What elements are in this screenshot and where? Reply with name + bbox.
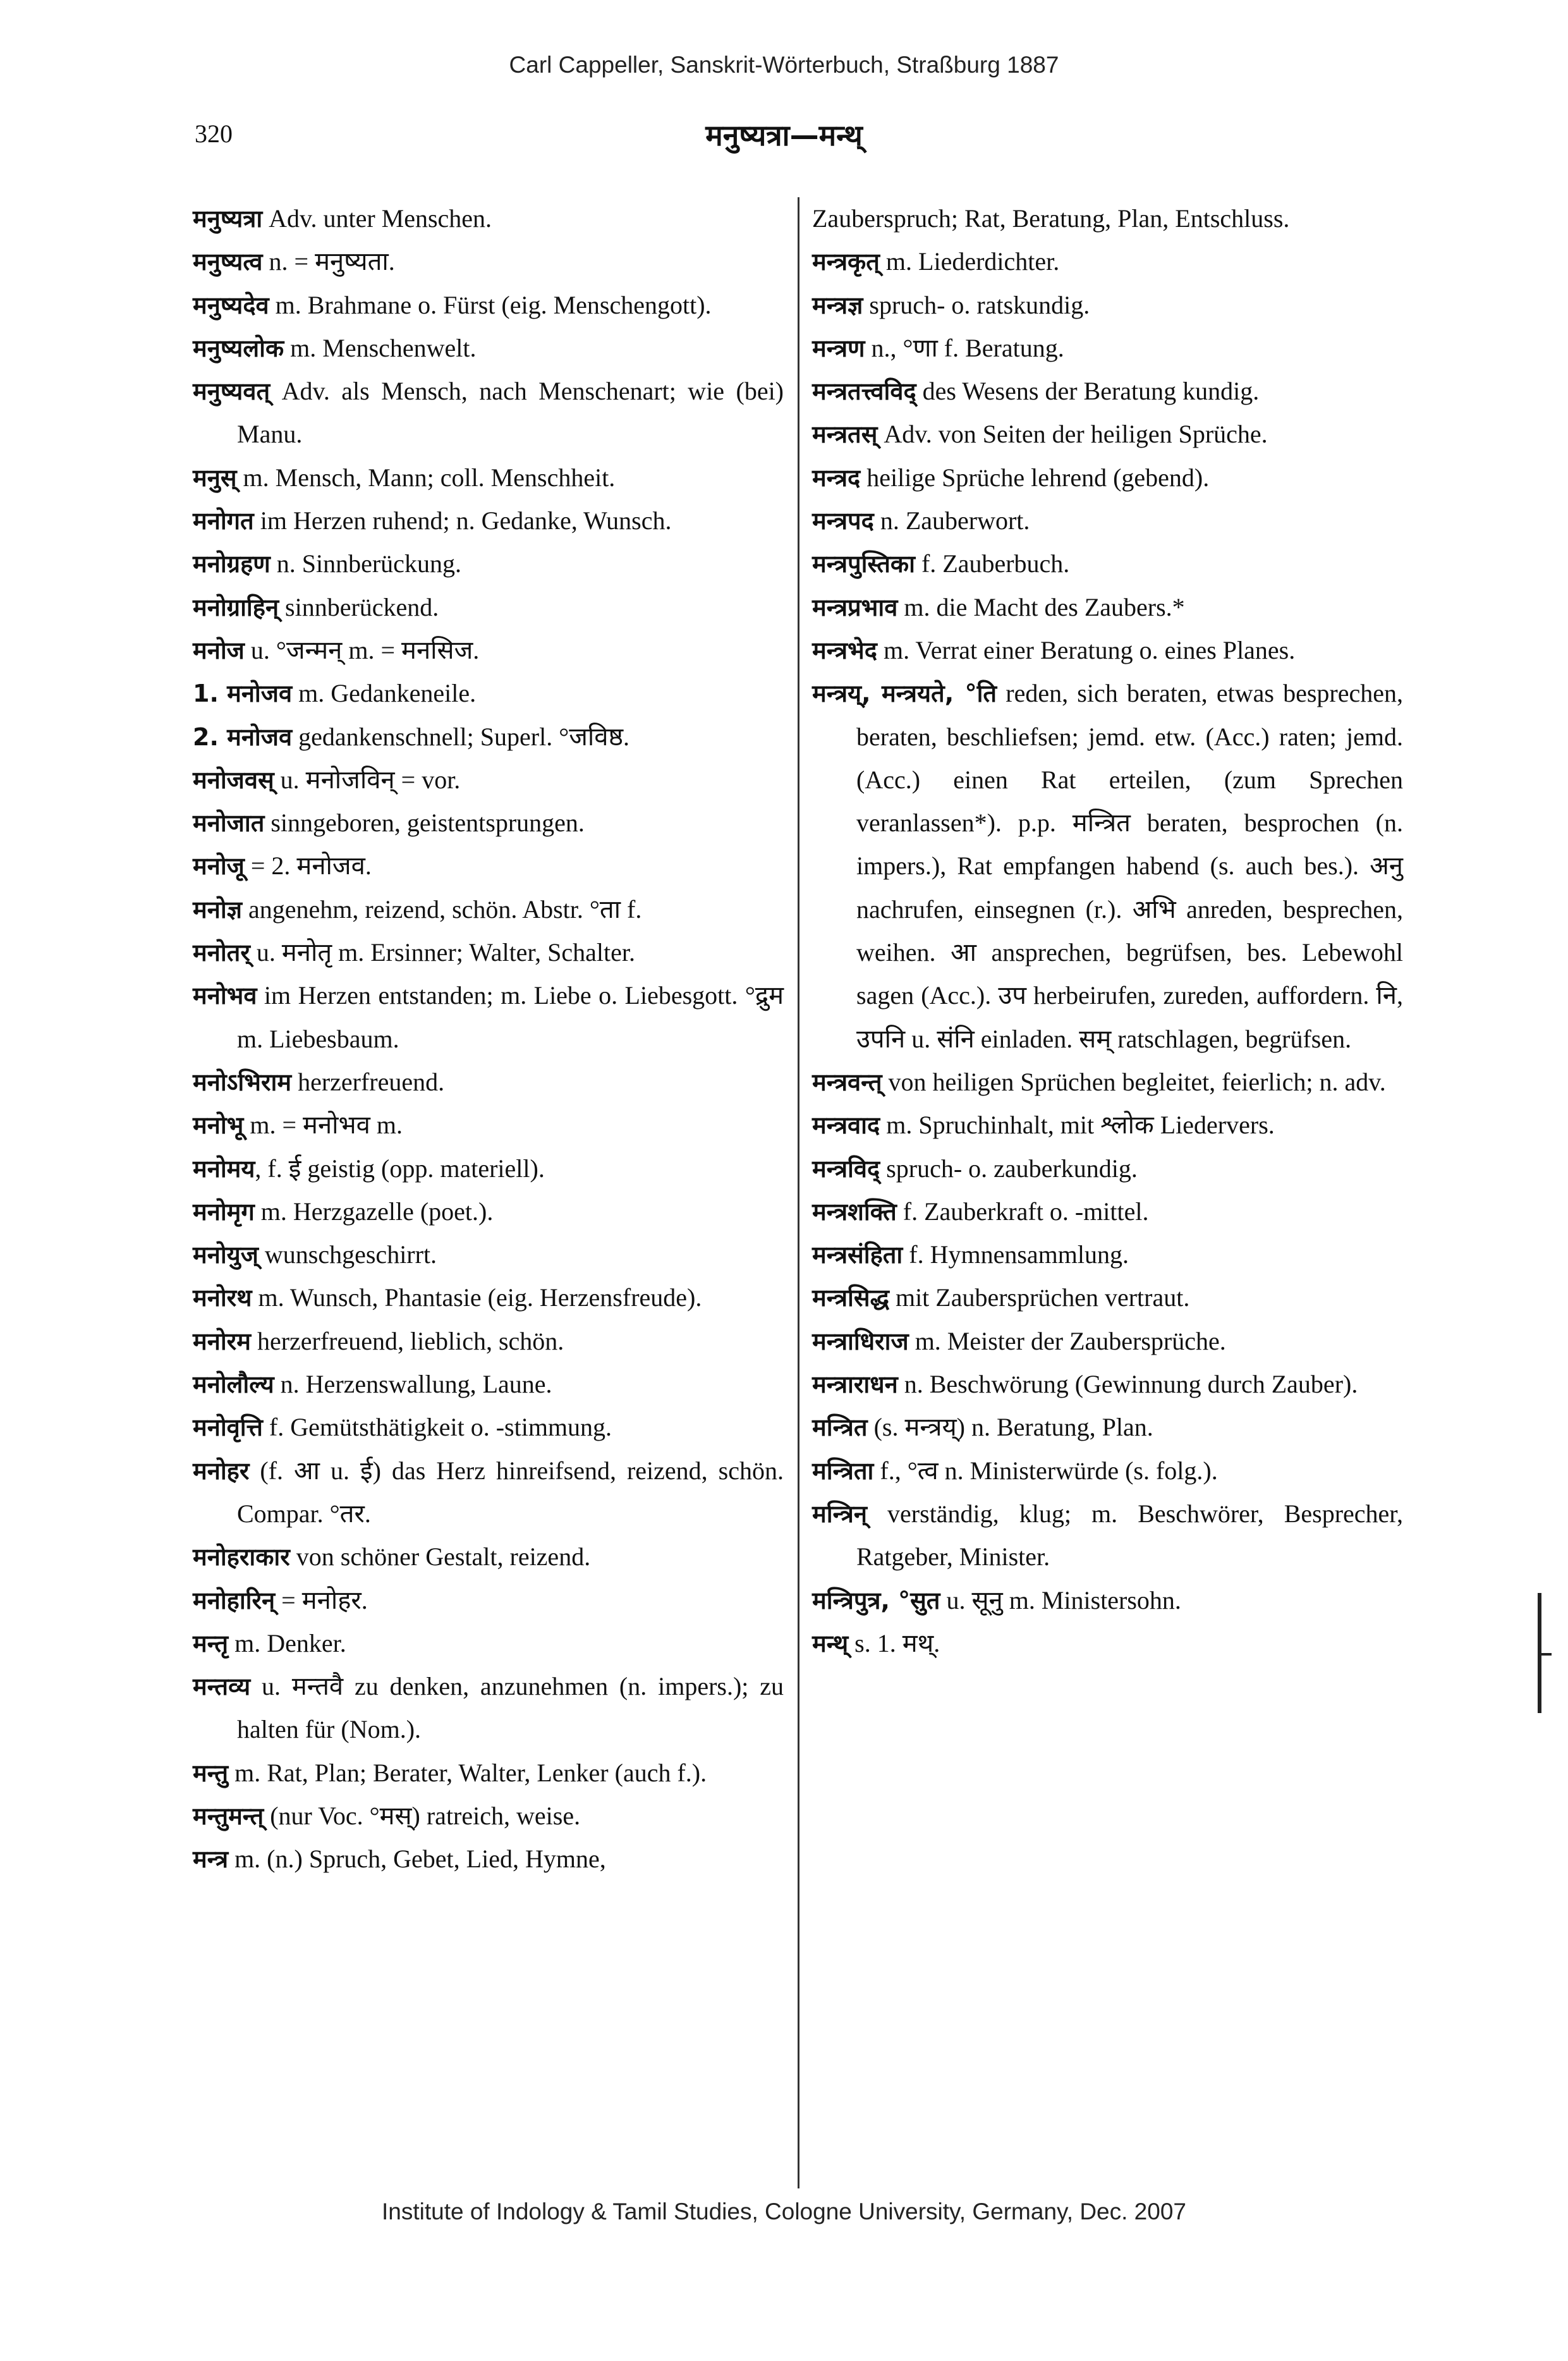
dictionary-entry bbox=[193, 672, 784, 715]
entry-headword: मनोरथ bbox=[193, 1284, 252, 1312]
entry-definition: f. Hymnensammlung. bbox=[903, 1240, 1129, 1269]
entry-headword: मनुष्यवत् bbox=[193, 377, 270, 406]
entry-headword: मनोवृत्ति bbox=[193, 1413, 263, 1442]
entry-headword: मन्त्रय्, मन्त्रयते, °ति bbox=[812, 680, 997, 708]
entry-definition: im Herzen entstanden; m. Liebe o. Liebesgott. °द्रुम m. Liebesbaum. bbox=[237, 981, 784, 1053]
dictionary-entry bbox=[812, 1363, 1403, 1406]
entry-definition: m. Liederdichter. bbox=[879, 247, 1060, 276]
entry-headword: मन्त्रशक्ति bbox=[812, 1197, 897, 1226]
dictionary-entry bbox=[193, 1795, 784, 1838]
entry-definition: m. Rat, Plan; Berater, Walter, Lenker (auch f.). bbox=[228, 1758, 707, 1787]
entry-headword: मनोमय bbox=[193, 1154, 255, 1183]
entry-definition: im Herzen ruhend; n. Gedanke, Wunsch. bbox=[253, 506, 672, 535]
dictionary-entry bbox=[812, 1622, 1403, 1665]
entry-headword: मनोगत bbox=[193, 507, 254, 535]
dictionary-entry bbox=[193, 629, 784, 672]
entry-headword: मन्तव्य bbox=[193, 1673, 251, 1701]
entry-definition: m. Mensch, Mann; coll. Menschheit. bbox=[236, 463, 616, 492]
entry-definition: (s. मन्त्रय्) n. Beratung, Plan. bbox=[867, 1413, 1153, 1442]
dictionary-entry bbox=[193, 1579, 784, 1622]
entry-definition: f., °त्व n. Ministerwürde (s. folg.). bbox=[873, 1456, 1218, 1485]
entry-headword: मनुष्यत्रा bbox=[193, 205, 263, 233]
entry-definition: u. सूनु m. Ministersohn. bbox=[940, 1585, 1181, 1614]
entry-definition: m. Gedankeneile. bbox=[292, 679, 477, 708]
left-column bbox=[193, 197, 784, 1881]
dictionary-entry bbox=[193, 1233, 784, 1276]
dictionary-entry bbox=[193, 1406, 784, 1449]
entry-headword: मनुस् bbox=[193, 463, 237, 492]
entry-headword: मन्त्रतत्त्वविद् bbox=[812, 377, 916, 406]
entry-headword: 2. मनोजव bbox=[193, 723, 293, 751]
entry-headword: मनोलौल्य bbox=[193, 1370, 274, 1399]
entry-definition: m. Spruchinhalt, mit श्लोक Liedervers. bbox=[880, 1111, 1275, 1140]
dictionary-entry bbox=[193, 845, 784, 888]
entry-definition: von schöner Gestalt, reizend. bbox=[289, 1542, 591, 1571]
dictionary-entry bbox=[193, 759, 784, 802]
entry-headword: मन्त्रपद bbox=[812, 507, 874, 535]
dictionary-entry bbox=[812, 370, 1403, 413]
right-column bbox=[812, 197, 1403, 1665]
entry-headword: मन्त्र bbox=[193, 1845, 229, 1874]
entry-definition: f. Zauberbuch. bbox=[915, 549, 1070, 578]
entry-headword: मन्थ् bbox=[812, 1629, 849, 1657]
entry-definition: u. °जन्मन् m. = मनसिज. bbox=[244, 635, 480, 664]
source-citation: Carl Cappeller, Sanskrit-Wörterbuch, Straßburg 1887 bbox=[509, 52, 1059, 78]
entry-headword: मन्त्रवाद bbox=[812, 1111, 880, 1140]
dictionary-entry bbox=[812, 1233, 1403, 1276]
dictionary-entry bbox=[193, 1320, 784, 1363]
entry-definition: angenehm, reizend, schön. Abstr. °ता f. bbox=[242, 894, 642, 924]
entry-definition: s. 1. मथ्. bbox=[848, 1628, 940, 1657]
dictionary-entry bbox=[193, 1363, 784, 1406]
dictionary-entry bbox=[812, 1492, 1403, 1579]
entry-definition: (f. आ u. ई) das Herz hinreifsend, reizend, schön. Compar. °तर. bbox=[237, 1456, 784, 1528]
entry-definition: = 2. मनोजव. bbox=[244, 851, 372, 881]
dictionary-entry bbox=[812, 499, 1403, 542]
dictionary-entry bbox=[193, 240, 784, 283]
entry-definition: sinnberückend. bbox=[279, 592, 439, 621]
entry-definition: n. = मनुष्यता. bbox=[262, 247, 395, 276]
entry-headword: मनोयुज् bbox=[193, 1241, 258, 1269]
entry-definition: Adv. unter Menschen. bbox=[262, 204, 492, 233]
dictionary-entry bbox=[812, 327, 1403, 370]
dictionary-entry bbox=[812, 1061, 1403, 1104]
entry-headword: मनोऽभिराम bbox=[193, 1068, 292, 1096]
entry-definition: wunschgeschirrt. bbox=[258, 1240, 437, 1269]
dictionary-entry bbox=[812, 197, 1403, 240]
dictionary-entry bbox=[812, 1276, 1403, 1319]
dictionary-entry bbox=[193, 802, 784, 845]
entry-headword: मनोमृग bbox=[193, 1197, 255, 1226]
entry-definition: n. Herzenswallung, Laune. bbox=[274, 1370, 552, 1399]
entry-headword: मनोग्राहिन् bbox=[193, 593, 279, 621]
entry-definition: spruch- o. ratskundig. bbox=[863, 290, 1090, 319]
dictionary-entry bbox=[193, 1276, 784, 1319]
column-divider bbox=[798, 197, 799, 2188]
entry-definition: , f. ई geistig (opp. materiell). bbox=[255, 1154, 545, 1183]
dictionary-entry bbox=[193, 1147, 784, 1190]
entry-headword: मन्त्राराधन bbox=[812, 1370, 898, 1399]
entry-headword: मन्त्राधिराज bbox=[812, 1327, 909, 1355]
entry-headword: मन्त्रित bbox=[812, 1413, 868, 1442]
entry-definition: m. die Macht des Zaubers.* bbox=[897, 592, 1185, 621]
dictionary-entry bbox=[193, 1449, 784, 1536]
entry-definition: spruch- o. zauberkundig. bbox=[880, 1154, 1138, 1183]
dictionary-entry bbox=[193, 1104, 784, 1147]
entry-definition: m. Brahmane o. Fürst (eig. Menschengott). bbox=[269, 290, 712, 319]
dictionary-entry bbox=[812, 240, 1403, 283]
entry-headword: मन्त्रिन् bbox=[812, 1499, 867, 1528]
dictionary-entry bbox=[812, 542, 1403, 585]
dictionary-entry bbox=[193, 197, 784, 240]
entry-headword: मनुष्यलोक bbox=[193, 334, 284, 362]
entry-definition: m. Meister der Zaubersprüche. bbox=[908, 1326, 1226, 1355]
entry-definition: m. Menschenwelt. bbox=[284, 333, 477, 362]
entry-headword: मनोजवस् bbox=[193, 766, 274, 794]
dictionary-entry bbox=[812, 1147, 1403, 1190]
dictionary-entry bbox=[193, 974, 784, 1061]
entry-definition: mit Zaubersprüchen vertraut. bbox=[889, 1283, 1190, 1312]
entry-headword: मनुष्यत्व bbox=[193, 248, 263, 276]
dictionary-entry bbox=[812, 1406, 1403, 1449]
entry-definition: Zauberspruch; Rat, Beratung, Plan, Entschluss. bbox=[812, 204, 1290, 233]
entry-definition: m. Wunsch, Phantasie (eig. Herzensfreude). bbox=[252, 1283, 702, 1312]
dictionary-entry bbox=[812, 629, 1403, 672]
dictionary-entry bbox=[193, 586, 784, 629]
dictionary-entry bbox=[193, 542, 784, 585]
entry-headword: मनोहर bbox=[193, 1456, 250, 1485]
entry-definition: Adv. von Seiten der heiligen Sprüche. bbox=[877, 420, 1268, 449]
entry-headword: मन्त्रप्रभाव bbox=[812, 593, 898, 621]
entry-definition: m. Herzgazelle (poet.). bbox=[254, 1197, 494, 1226]
entry-definition: m. Verrat einer Beratung o. eines Planes. bbox=[877, 635, 1296, 664]
entry-headword: मन्त्रभेद bbox=[812, 636, 877, 664]
dictionary-entry bbox=[193, 1061, 784, 1104]
dictionary-entry bbox=[812, 1579, 1403, 1622]
entry-definition: herzerfreuend, lieblich, schön. bbox=[250, 1326, 564, 1355]
entry-definition: gedankenschnell; Superl. °जविष्ठ. bbox=[292, 722, 630, 751]
entry-definition: sinngeboren, geistentsprungen. bbox=[264, 808, 585, 838]
entry-headword: मनोहराकार bbox=[193, 1543, 290, 1571]
dictionary-entry bbox=[193, 327, 784, 370]
entry-headword: मनोजू bbox=[193, 852, 245, 881]
entry-headword: मन्तृ bbox=[193, 1629, 229, 1657]
entry-definition: Adv. als Mensch, nach Menschenart; wie (bei) Manu. bbox=[237, 377, 784, 449]
entry-headword: मनोभव bbox=[193, 982, 257, 1010]
entry-headword: मनोज्ञ bbox=[193, 895, 243, 924]
entry-definition: u. मनोजविन् = vor. bbox=[274, 765, 461, 794]
entry-definition: n., °णा f. Beratung. bbox=[865, 333, 1064, 362]
page-number: 320 bbox=[195, 119, 233, 148]
dictionary-entry bbox=[193, 284, 784, 327]
dictionary-entry bbox=[812, 1320, 1403, 1363]
dictionary-entry bbox=[812, 456, 1403, 499]
dictionary-entry bbox=[812, 413, 1403, 456]
entry-headword: मन्तुमन्त् bbox=[193, 1802, 264, 1830]
entry-definition: herzerfreuend. bbox=[291, 1067, 445, 1096]
dictionary-entry bbox=[812, 1449, 1403, 1492]
footer-credit: Institute of Indology & Tamil Studies, Cologne University, Germany, Dec. 2007 bbox=[381, 2199, 1186, 2224]
entry-headword: मन्त्रद bbox=[812, 463, 861, 492]
entry-headword: मनोतर् bbox=[193, 939, 250, 967]
entry-headword: मनोहारिन् bbox=[193, 1586, 276, 1614]
entry-definition: n. Zauberwort. bbox=[873, 506, 1030, 535]
dictionary-entry bbox=[193, 1752, 784, 1795]
dictionary-entry bbox=[193, 370, 784, 456]
entry-headword: मन्त्रिपुत्र, °सुत bbox=[812, 1586, 940, 1614]
entry-definition: n. Beschwörung (Gewinnung durch Zauber). bbox=[897, 1370, 1358, 1399]
entry-definition: f. Gemütsthätigkeit o. -stimmung. bbox=[262, 1413, 612, 1442]
dictionary-entry bbox=[193, 1665, 784, 1752]
running-head: मनुष्यत्रा—मन्थ् bbox=[705, 118, 863, 152]
dictionary-entry bbox=[193, 456, 784, 499]
dictionary-entry bbox=[193, 931, 784, 974]
entry-definition: f. Zauberkraft o. -mittel. bbox=[896, 1197, 1149, 1226]
dictionary-entry bbox=[193, 1838, 784, 1881]
dictionary-entry bbox=[812, 1104, 1403, 1147]
entry-headword: मनोजात bbox=[193, 809, 265, 838]
entry-definition: u. मन्तवै zu denken, anzunehmen (n. impers.); zu halten für (Nom.). bbox=[237, 1672, 784, 1744]
entry-headword: मन्त्रण bbox=[812, 334, 865, 362]
dictionary-entry bbox=[812, 672, 1403, 1061]
entry-headword: मन्त्रिता bbox=[812, 1456, 874, 1485]
dictionary-entry bbox=[812, 586, 1403, 629]
entry-headword: मन्त्रज्ञ bbox=[812, 291, 863, 319]
margin-mark bbox=[1538, 1653, 1552, 1656]
dictionary-entry bbox=[193, 499, 784, 542]
entry-headword: मनोग्रहण bbox=[193, 550, 270, 578]
dictionary-entry bbox=[193, 716, 784, 759]
entry-definition: heilige Sprüche lehrend (gebend). bbox=[860, 463, 1210, 492]
entry-headword: मन्त्रविद् bbox=[812, 1154, 880, 1183]
dictionary-entry bbox=[193, 1535, 784, 1578]
dictionary-entry bbox=[193, 1190, 784, 1233]
dictionary-entry bbox=[812, 284, 1403, 327]
entry-definition: des Wesens der Beratung kundig. bbox=[916, 377, 1260, 406]
entry-headword: मन्त्रसिद्ध bbox=[812, 1284, 889, 1312]
dictionary-entry bbox=[193, 888, 784, 931]
entry-definition: von heiligen Sprüchen begleitet, feierlich; n. adv. bbox=[882, 1067, 1386, 1096]
entry-definition: m. (n.) Spruch, Gebet, Lied, Hymne, bbox=[228, 1845, 606, 1874]
entry-definition: m. = मनोभव m. bbox=[243, 1111, 403, 1140]
entry-headword: 1. मनोजव bbox=[193, 680, 293, 708]
entry-definition: n. Sinnberückung. bbox=[270, 549, 461, 578]
entry-definition: = मनोहर. bbox=[275, 1585, 368, 1614]
entry-definition: verständig, klug; m. Beschwörer, Besprecher, Ratgeber, Minister. bbox=[856, 1499, 1403, 1571]
entry-headword: मनुष्यदेव bbox=[193, 291, 269, 319]
entry-definition: reden, sich beraten, etwas besprechen, beraten, beschliefsen; jemd. etw. (Acc.) raten; jemd. (Acc.) einen Rat erteilen, (zum Sprechen veranlassen*). p.p. मन्त्रित beraten, besprochen (n. impers.), Rat empfangen habend (s. auch bes.). अनु nachrufen, einsegnen (r.). अभि anreden, besprechen, weihen. आ ansprechen, begrüfsen, bes. Lebewohl sagen (Acc.). उप herbeirufen, zureden, auffordern. नि, उपनि u. संनि einladen. सम् ratschlagen, begrüfsen. bbox=[856, 679, 1403, 1053]
entry-headword: मन्त्रपुस्तिका bbox=[812, 550, 915, 578]
entry-headword: मन्त्रतस् bbox=[812, 420, 878, 449]
entry-headword: मनोज bbox=[193, 636, 245, 664]
entry-headword: मन्त्रकृत् bbox=[812, 248, 880, 276]
entry-definition: u. मनोतृ m. Ersinner; Walter, Schalter. bbox=[250, 938, 636, 967]
entry-definition: (nur Voc. °मस्) ratreich, weise. bbox=[264, 1801, 581, 1830]
entry-headword: मन्तु bbox=[193, 1759, 229, 1787]
entry-definition: m. Denker. bbox=[228, 1628, 346, 1657]
entry-headword: मनोरम bbox=[193, 1327, 251, 1355]
dictionary-entry bbox=[193, 1622, 784, 1665]
dictionary-entry bbox=[812, 1190, 1403, 1233]
entry-headword: मनोभू bbox=[193, 1111, 244, 1140]
entry-headword: मन्त्रवन्त् bbox=[812, 1068, 882, 1096]
entry-headword: मन्त्रसंहिता bbox=[812, 1241, 903, 1269]
